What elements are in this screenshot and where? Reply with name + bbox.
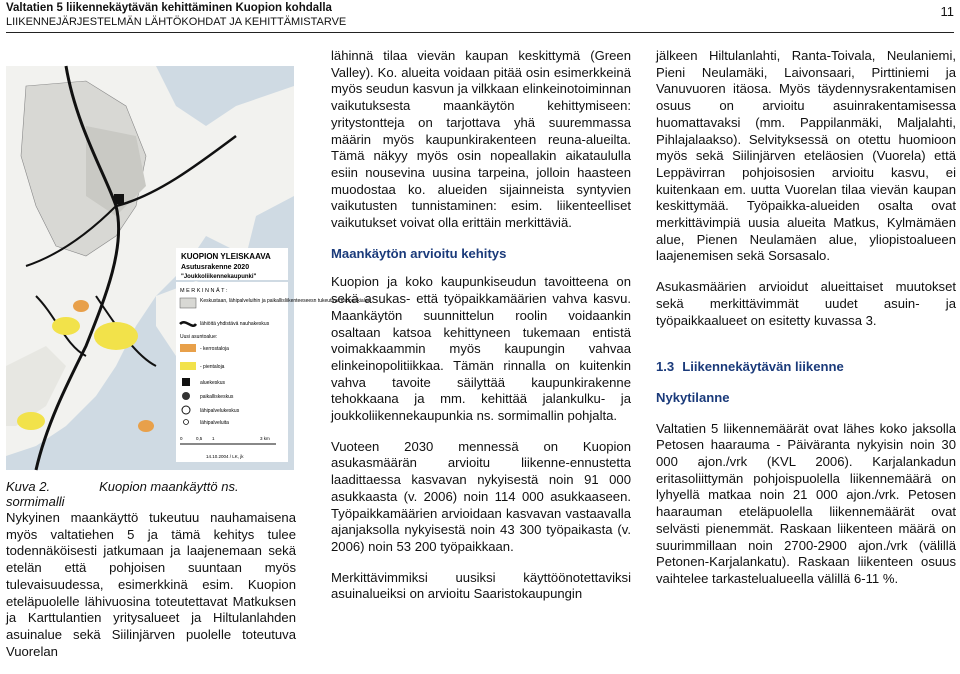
map-scale-1: 0,5 xyxy=(196,436,203,441)
map-area-yellow-1 xyxy=(94,322,138,350)
map-area-orange-1 xyxy=(138,420,154,432)
map-legend-local: paikalliskeskus xyxy=(200,394,234,400)
section-number: 1.3 xyxy=(656,359,675,375)
col2-paragraph-1: lähinnä tilaa vievän kaupan keskittymä (Green Valley). Ko. alueita voidaan pitää osin esimerkkeinä myös seudun kasvun ja vilkkaan elinkeinotoiminnan vaikutuksesta maankäytön kehittymiseen: yritystontteja on tarjottava yhä suuremmassa määrin myös kaupunkirakenteen reuna-alueilta. Tämä näkyy myös osin nopeallakin aikataululla esiin nousevina uusina tarpeina, jolloin haasteen muodostaa ko. alueiden sijainneista syntyvien vaikutusten tunnistaminen: esim. liikenteelliset vaikutukset voivat olla erittäin merkittäviä. xyxy=(331,48,631,231)
map-quote: "Joukkoliikennekaupunki" xyxy=(181,274,257,280)
col3-paragraph-2: Asukasmäärien arvioidut alueittaiset muutokset sekä merkittävimmät uudet asuin- ja työpaikkaalueet on esitetty kuvassa 3. xyxy=(656,279,956,328)
map-legend-urban: Keskustaan, lähipalveluihin ja paikallisliikenteeseesn tukeutuva kaupunkialue xyxy=(200,298,371,304)
column-1 xyxy=(6,510,296,674)
map-legend-houses: - pientaloja xyxy=(200,364,225,370)
section-title: Liikennekäytävän liikenne xyxy=(682,359,844,375)
map-legend-strip: lähiöitä yhdistävä nauhakeskus xyxy=(200,321,270,327)
map-legend-neighbourhood: lähipalvelukeskus xyxy=(200,408,240,414)
col2-paragraph-3: Vuoteen 2030 mennessä on Kuopion asukasmäärän arvioitu liikenne-ennustetta laadittaessa kasvavan nykyisestä noin 91 000 asukkaasta (v. 2006) noin 114 000 asukkaaseen. Työpaikkamäärien arvioidaan kasvavan vastaavalla ajanjaksolla nykyisestä noin 43 300 työpaikasta (v. 2006) noin 53 200 työpaikkaan. xyxy=(331,438,631,554)
map-svg xyxy=(6,66,371,470)
column-2 xyxy=(331,48,631,617)
map-scale-3: 3 km xyxy=(260,436,270,441)
map-legend-swatch-urban xyxy=(180,298,196,308)
map-scale-0: 0 xyxy=(180,436,183,441)
land-use-map xyxy=(6,66,371,470)
caption-label: Kuva 2. xyxy=(6,479,51,494)
map-area-yellow-3 xyxy=(17,412,45,430)
map-legend-swatch-apartments xyxy=(180,344,196,352)
map-subtitle: Asutusrakenne 2020 xyxy=(181,264,250,271)
figure-caption xyxy=(6,479,296,509)
map-legend-box xyxy=(176,282,288,462)
col3-paragraph-1: jälkeen Hiltulanlahti, Ranta-Toivala, Neulaniemi, Pieni Neulamäki, Laivonsaari, Pirttiniemi ja Vanuvuoren itäosa. Myös täydennysrakentamisen osuus on arvioitu asuinrakentamisessa huomattavaksi (mm. Pappilanmäki, Maljalahti, Pihlajalaakso). Selvityksessä on otettu huomioon myös sekä Siilinjärven eteläosien (Vuorela) että Leppävirran pohjoisosien arvioitu kasvu, ei kuitenkaan em. uutta Vuorelan tilaa vievän kaupan keskittymää. Työpaikka-alueiden osalta ovat merkittävimpiä uusia alueita Matkus, Kylmämäen alue, Pienen Neulamäen alue, yliopistoalueen laajenemisen sekä Sorsasalo. xyxy=(656,48,956,264)
map-legend-new: Uusi asuntoalue: xyxy=(180,334,218,340)
map-scale-2: 1 xyxy=(212,436,215,441)
col1-paragraph-1: Nykyinen maankäyttö tukeutuu nauhamaisena myös valtatiehen 5 ja tämä kehitys tulee todennäköisesti jatkumaan ja laajenemaan sekä etelän että pohjoisen suuntaan myös tulevaisuudessa, esimerkkinä esim. Kuopion eteläpuolelle lähivuosina toteutettavat Matkuksen ja Karttulantien yritysalueet ja Hiltulanlahden asuinalue sekä Siilinjärven puolelle toteutuva Vuorelan xyxy=(6,510,296,659)
map-center-marker xyxy=(114,194,124,204)
document-subtitle: LIIKENNEJÄRJESTELMÄN LÄHTÖKOHDAT JA KEHITTÄMISTARVE xyxy=(6,16,347,28)
caption-text: Kuopion maankäyttö ns. sormimalli xyxy=(6,479,239,509)
map-legend-regional: aluekeskus xyxy=(200,380,226,386)
map-legend-swatch-neighbourhood xyxy=(182,406,190,414)
section-heading-corridor xyxy=(656,359,956,376)
map-area-orange-2 xyxy=(73,300,89,312)
document-title: Valtatien 5 liikennekäytävän kehittäminen Kuopion kohdalla xyxy=(6,2,332,14)
map-title: KUOPION YLEISKAAVA xyxy=(181,252,271,261)
col2-paragraph-4: Merkittävimmiksi uusiksi käyttöönotettaviksi asuinalueiksi on arvioitu Saaristokaupungin xyxy=(331,569,631,602)
page-number: 11 xyxy=(940,4,954,19)
map-legend-services: lähipalveluita xyxy=(200,420,229,426)
col2-paragraph-2: Kuopion ja koko kaupunkiseudun tavoitteena on sekä asukas- että työpaikkamäärien vahva kasvu. Maankäytön suunnittelun roolin voidaankin osaltaan katsoa kehittyneen tukemaan entistä voimakkaammin myös kaupungin vahvaa elinkeinopolitiikkaa. Tämän rinnalla on kuitenkin vahva tavoite säilyttää kaupunkirakenne tehokkaana ja mm. kehittää jalankulku- ja joukkoliikennekaupunkia ns. sormimallin pohjalta. xyxy=(331,274,631,424)
map-date: 14.10.2004 / LK, jk xyxy=(206,454,244,459)
map-legend-apartments: - kerrostaloja xyxy=(200,346,229,352)
header-rule xyxy=(6,32,954,33)
map-legend-swatch-services xyxy=(184,420,189,425)
column-3 xyxy=(656,48,956,602)
section-heading-development: Maankäytön arvioitu kehitys xyxy=(331,245,507,261)
col3-paragraph-3: Valtatien 5 liikennemäärät ovat lähes koko jaksolla Petosen haarauma - Päiväranta nykyisin noin 30 000 ajon./vrk (KVL 2006). Karjalankadun eritasoliittymän pohjoispuolella liikennemäärä on lyhyellä matkaa noin 21 000 ajon./vrk. Petosen haarauman eteläpuolella liikennemäärät ovat selvästi pienemmät. Raskaan liikenteen määrä on suurimmillaan noin 2700-2900 ajon./vrk (välillä Petonen-Karjalankatu). Raskaan liikenteen osuus vaihtelee tarkastelualueella välillä 6-11 %. xyxy=(656,420,956,586)
subheading-current: Nykytilanne xyxy=(656,389,730,405)
map-legend-swatch-houses xyxy=(180,362,196,370)
map-legend-swatch-regional xyxy=(182,378,190,386)
map-area-yellow-2 xyxy=(52,317,80,335)
map-legend-heading: M E R K I N N Ä T : xyxy=(180,288,228,294)
map-legend-swatch-local xyxy=(182,392,190,400)
page-header xyxy=(6,0,954,32)
